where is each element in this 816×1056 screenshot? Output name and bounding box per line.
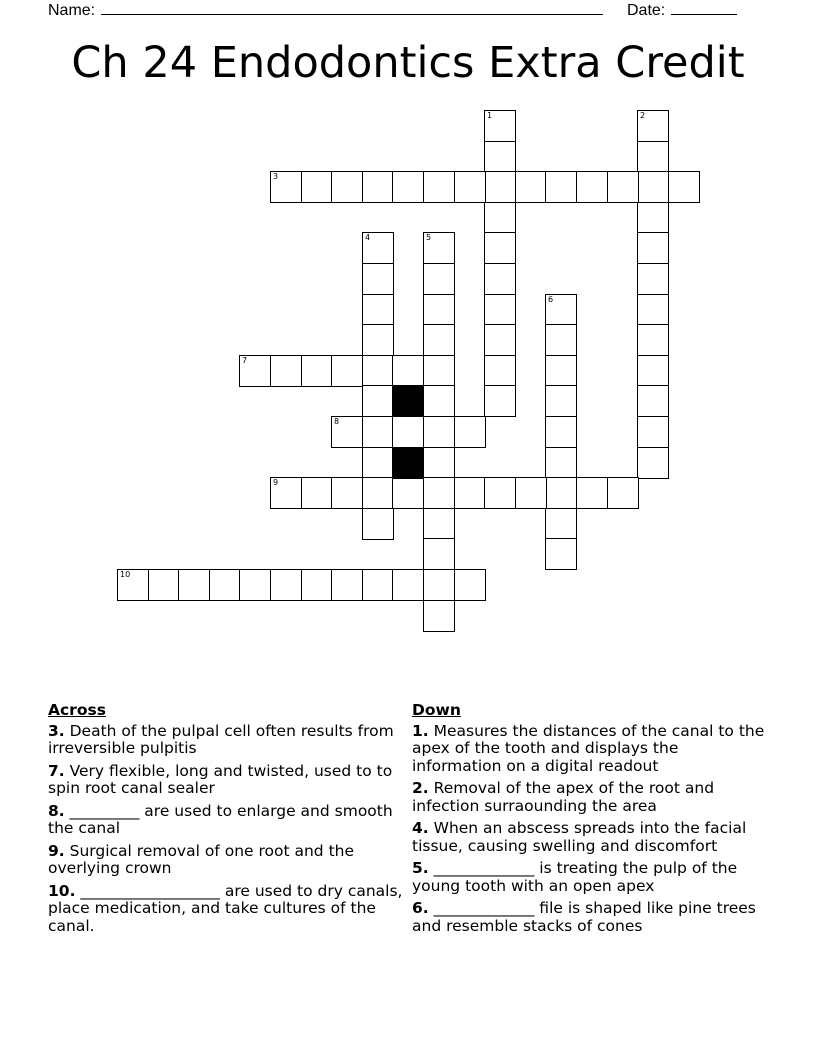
- grid-cell[interactable]: [270, 171, 302, 203]
- page-title: Ch 24 Endodontics Extra Credit: [71, 38, 745, 88]
- clue-number-label: 9: [273, 478, 279, 487]
- grid-cell[interactable]: [392, 171, 424, 203]
- grid-cell[interactable]: [637, 141, 669, 173]
- clue-number: 9.: [48, 841, 65, 860]
- grid-cell[interactable]: [545, 324, 577, 356]
- grid-cell[interactable]: [301, 171, 333, 203]
- grid-cell[interactable]: [607, 171, 639, 203]
- grid-cell[interactable]: [362, 355, 394, 387]
- grid-cell[interactable]: [545, 447, 577, 479]
- grid-cell[interactable]: [423, 355, 455, 387]
- clue-number-label: 2: [640, 111, 646, 120]
- grid-cell[interactable]: [301, 569, 333, 601]
- grid-cell[interactable]: [637, 263, 669, 295]
- grid-cell[interactable]: [454, 171, 486, 203]
- grid-cell[interactable]: [637, 416, 669, 448]
- grid-cell[interactable]: [423, 416, 455, 448]
- grid-cell[interactable]: [484, 171, 516, 203]
- grid-cell[interactable]: [454, 416, 486, 448]
- grid-cell[interactable]: [423, 385, 455, 417]
- grid-cell[interactable]: [637, 447, 669, 479]
- grid-cell[interactable]: [178, 569, 210, 601]
- grid-cell[interactable]: [545, 508, 577, 540]
- grid-cell[interactable]: [270, 355, 302, 387]
- grid-cell[interactable]: [637, 202, 669, 234]
- grid-cell[interactable]: [301, 477, 333, 509]
- grid-cell[interactable]: [362, 447, 394, 479]
- grid-cell[interactable]: [484, 324, 516, 356]
- grid-cell[interactable]: [545, 538, 577, 570]
- down-clues: [412, 702, 772, 940]
- clue-number-label: 10: [120, 570, 131, 579]
- clue-down-1: [412, 723, 772, 776]
- clue-text: Surgical removal of one root and the overlying crown: [48, 841, 355, 877]
- grid-cell[interactable]: [423, 508, 455, 540]
- grid-cell[interactable]: [637, 324, 669, 356]
- grid-cell[interactable]: [515, 171, 547, 203]
- black-square: [392, 385, 424, 417]
- grid-cell[interactable]: [637, 385, 669, 417]
- clue-number-label: 4: [365, 233, 371, 242]
- clue-number: 2.: [412, 779, 429, 797]
- clue-text: _____________ is treating the pulp of the young tooth with an open apex: [412, 859, 738, 895]
- clue-down-2: [412, 780, 772, 815]
- clue-text: When an abscess spreads into the facial tissue, causing swelling and discomfort: [412, 819, 747, 855]
- grid-cell[interactable]: [454, 477, 486, 509]
- grid-cell[interactable]: [484, 477, 516, 509]
- clue-across-7: [48, 763, 403, 798]
- grid-cell[interactable]: [392, 477, 424, 509]
- grid-cell[interactable]: [362, 324, 394, 356]
- grid-cell[interactable]: [484, 263, 516, 295]
- grid-cell[interactable]: [454, 569, 486, 601]
- clue-number-label: 5: [426, 233, 432, 242]
- grid-cell[interactable]: [423, 600, 455, 632]
- grid-cell[interactable]: [423, 538, 455, 570]
- grid-cell[interactable]: [423, 294, 455, 326]
- grid-cell[interactable]: [576, 171, 608, 203]
- grid-cell[interactable]: [362, 416, 394, 448]
- clue-number-label: 8: [334, 417, 340, 426]
- clue-down-5: [412, 860, 772, 895]
- clue-text: _________ are used to enlarge and smooth the canal: [48, 801, 393, 837]
- grid-cell[interactable]: [423, 569, 455, 601]
- grid-cell[interactable]: [637, 294, 669, 326]
- clue-number-label: 3: [273, 172, 279, 181]
- date-label: Date:: [627, 2, 666, 19]
- grid-cell[interactable]: [637, 232, 669, 264]
- down-heading: Down: [412, 701, 461, 719]
- grid-cell[interactable]: [637, 110, 669, 142]
- grid-cell[interactable]: [239, 355, 271, 387]
- clue-number-label: 7: [242, 356, 248, 365]
- across-clues: [48, 702, 403, 940]
- grid-cell[interactable]: [331, 355, 363, 387]
- black-square: [392, 447, 424, 479]
- grid-cell[interactable]: [148, 569, 180, 601]
- grid-cell[interactable]: [423, 171, 455, 203]
- grid-cell[interactable]: [331, 416, 363, 448]
- grid-cell[interactable]: [545, 355, 577, 387]
- grid-cell[interactable]: [362, 232, 394, 264]
- grid-cell[interactable]: [545, 477, 577, 509]
- grid-cell[interactable]: [515, 477, 547, 509]
- grid-cell[interactable]: [270, 477, 302, 509]
- grid-cell[interactable]: [484, 294, 516, 326]
- grid-cell[interactable]: [392, 355, 424, 387]
- grid-cell[interactable]: [545, 171, 577, 203]
- grid-cell[interactable]: [423, 447, 455, 479]
- grid-cell[interactable]: [637, 355, 669, 387]
- grid-cell[interactable]: [668, 171, 700, 203]
- grid-cell[interactable]: [362, 171, 394, 203]
- clue-text: _____________ file is shaped like pine trees and resemble stacks of cones: [412, 899, 756, 935]
- grid-cell[interactable]: [484, 202, 516, 234]
- clue-number: 4.: [412, 819, 429, 837]
- grid-cell[interactable]: [423, 324, 455, 356]
- grid-cell[interactable]: [545, 416, 577, 448]
- grid-cell[interactable]: [545, 294, 577, 326]
- clue-number-label: 1: [487, 111, 493, 120]
- clue-down-4: [412, 820, 772, 855]
- clue-text: Measures the distances of the canal to the apex of the tooth and displays the information on a digital readout: [412, 721, 765, 775]
- clue-number: 7.: [48, 761, 65, 780]
- clue-across-10: [48, 883, 403, 936]
- clue-number: 8.: [48, 801, 65, 820]
- clue-number: 10.: [48, 881, 76, 900]
- grid-cell[interactable]: [362, 294, 394, 326]
- grid-cell[interactable]: [484, 355, 516, 387]
- grid-cell[interactable]: [423, 477, 455, 509]
- grid-cell[interactable]: [270, 569, 302, 601]
- grid-cell[interactable]: [362, 385, 394, 417]
- clue-text: Very flexible, long and twisted, used to to spin root canal sealer: [48, 761, 393, 797]
- grid-cell[interactable]: [484, 141, 516, 173]
- grid-cell[interactable]: [331, 569, 363, 601]
- clue-down-6: [412, 900, 772, 935]
- grid-cell[interactable]: [392, 569, 424, 601]
- grid-cell[interactable]: [362, 263, 394, 295]
- clue-number: 3.: [48, 721, 65, 740]
- grid-cell[interactable]: [392, 416, 424, 448]
- clue-number-label: 6: [548, 295, 554, 304]
- across-heading: Across: [48, 701, 106, 719]
- clue-text: Death of the pulpal cell often results from irreversible pulpitis: [48, 721, 394, 757]
- grid-cell[interactable]: [607, 477, 639, 509]
- grid-cell[interactable]: [209, 569, 241, 601]
- grid-cell[interactable]: [545, 385, 577, 417]
- grid-cell[interactable]: [423, 232, 455, 264]
- clue-number: 1.: [412, 721, 429, 740]
- grid-cell[interactable]: [484, 385, 516, 417]
- grid-cell[interactable]: [117, 569, 149, 601]
- clue-across-3: [48, 723, 403, 758]
- clue-number: 6.: [412, 899, 429, 917]
- clue-across-8: [48, 803, 403, 838]
- grid-cell[interactable]: [301, 355, 333, 387]
- grid-cell[interactable]: [362, 477, 394, 509]
- grid-cell[interactable]: [362, 569, 394, 601]
- grid-cell[interactable]: [576, 477, 608, 509]
- grid-cell[interactable]: [484, 232, 516, 264]
- clue-number: 5.: [412, 859, 429, 877]
- grid-cell[interactable]: [331, 171, 363, 203]
- name-label: Name:: [48, 2, 96, 19]
- clue-across-9: [48, 843, 403, 878]
- grid-cell[interactable]: [239, 569, 271, 601]
- grid-cell[interactable]: [423, 263, 455, 295]
- grid-cell[interactable]: [362, 508, 394, 540]
- grid-cell[interactable]: [637, 171, 669, 203]
- grid-cell[interactable]: [484, 110, 516, 142]
- grid-cell[interactable]: [331, 477, 363, 509]
- clue-text: Removal of the apex of the root and infection surraounding the area: [412, 779, 715, 815]
- clue-text: __________________ are used to dry canals, place medication, and take cultures of the canal.: [48, 881, 403, 935]
